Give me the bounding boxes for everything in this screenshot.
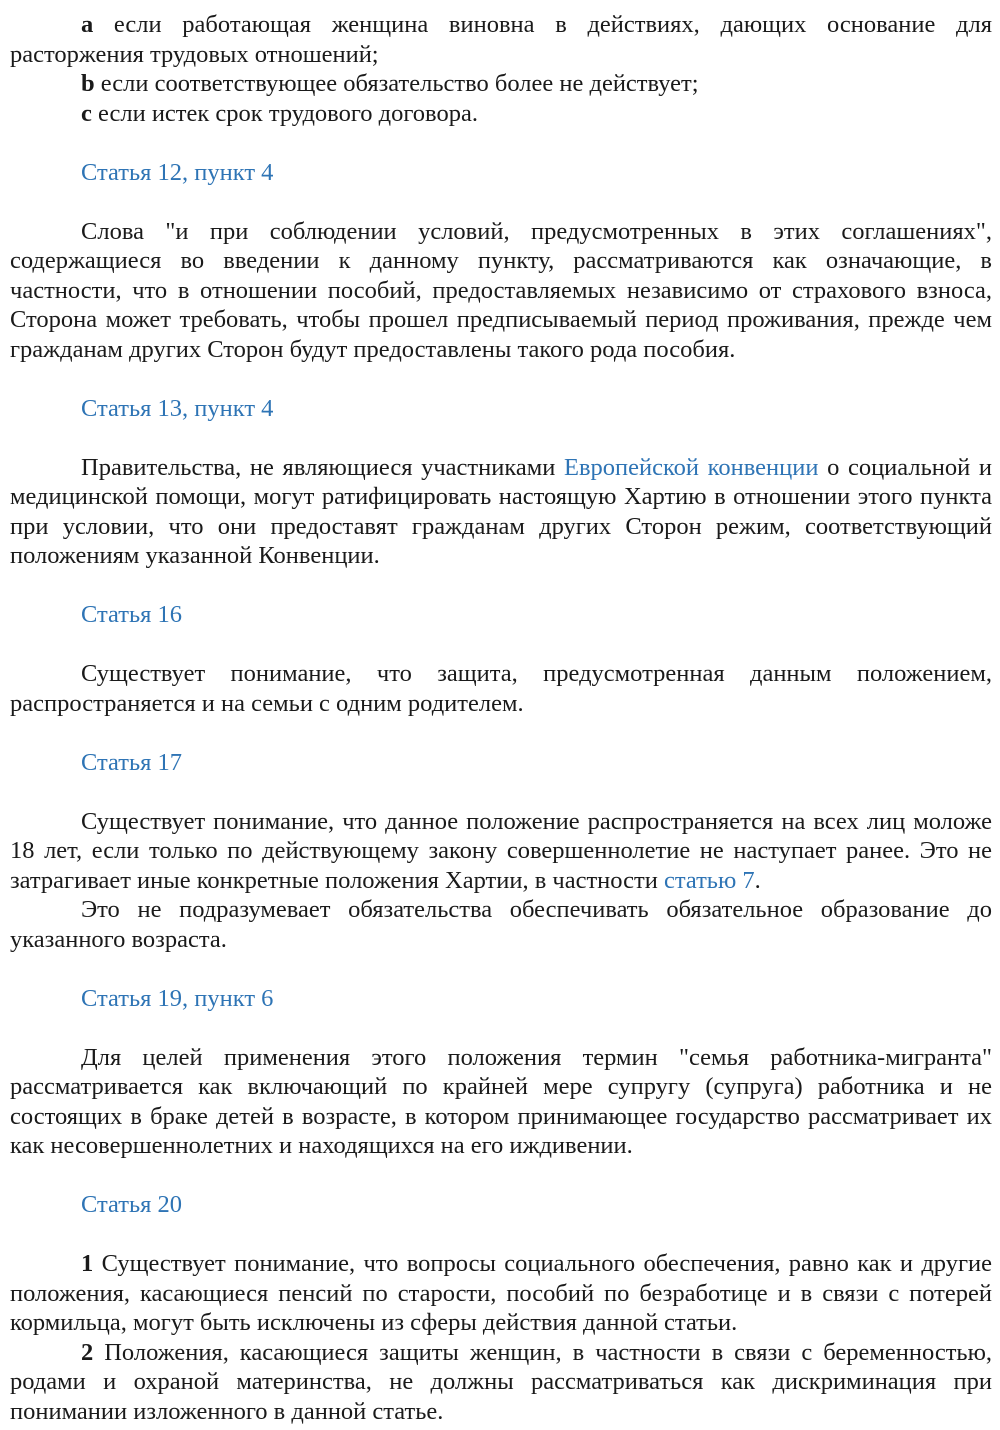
article-17-text-after: . xyxy=(754,866,761,894)
item-c-text: если истек срок трудового договора. xyxy=(91,99,478,127)
article-16-paragraph: Существует понимание, что защита, предусмотренная данным положением, распространяется и на семьи с одним родителем. xyxy=(10,660,992,717)
heading-article-20: Статья 20 xyxy=(81,1191,183,1218)
item-a-letter: a xyxy=(81,11,94,38)
article-13-text-after: о социальной и медицинской помощи, могут ратифицировать настоящую Хартию в отношении этого пункта при условии, что они предоставят гражданам других Сторон режим, соответствующий положениям указанной Конвенции. xyxy=(10,453,992,569)
article-13-paragraph xyxy=(10,453,992,571)
article-20-item-2 xyxy=(10,1338,992,1427)
item-c-paragraph xyxy=(10,99,992,129)
heading-article-16: Статья 16 xyxy=(81,601,183,628)
heading-article-13: Статья 13, пункт 4 xyxy=(81,394,274,422)
article-17-paragraph-2: Это не подразумевает обязательства обеспечивать обязательное образование до указанного возраста. xyxy=(10,896,992,953)
item-b-text: если соответствующее обязательство более не действует; xyxy=(94,70,699,97)
heading-article-17: Статья 17 xyxy=(81,748,183,776)
article-13-text-before: Правительства, не являющиеся участниками xyxy=(81,453,565,481)
article-20-item-2-number: 2 xyxy=(81,1338,94,1366)
item-a-text: если работающая женщина виновна в действиях, дающих основание для расторжения трудовых отношений; xyxy=(10,11,992,68)
item-a-paragraph xyxy=(10,10,992,69)
european-convention-link[interactable]: Европейской конвенции xyxy=(564,453,819,481)
article-20-item-1-number: 1 xyxy=(81,1250,94,1277)
article-20-item-2-text: Положения, касающиеся защиты женщин, в частности в связи с беременностью, родами и охраной материнства, не должны рассматриваться как дискриминация при понимании изложенного в данной статье. xyxy=(10,1338,992,1425)
article-17-text-before: Существует понимание, что данное положение распространяется на всех лиц моложе 18 лет, если только по действующему закону совершеннолетие не наступает ранее. Это не затрагивает иные конкретные положения Хартии, в частности xyxy=(10,807,992,894)
heading-article-12: Статья 12, пункт 4 xyxy=(81,158,274,186)
article-20-item-1-text: Существует понимание, что вопросы социального обеспечения, равно как и другие положения, касающиеся пенсий по старости, пособий по безработице и в связи с потерей кормильца, могут быть исключены из сферы действия данной статьи. xyxy=(10,1250,992,1336)
item-b-letter: b xyxy=(81,70,95,97)
article-12-paragraph: Слова "и при соблюдении условий, предусмотренных в этих соглашениях", содержащиеся во введении к данному пункту, рассматриваются как означающие, в частности, что в отношении пособий, предоставляемых независимо от страхового взноса, Сторона может требовать, чтобы прошел предписываемый период проживания, прежде чем гражданам других Сторон будут предоставлены такого рода пособия. xyxy=(10,217,992,363)
article-19-paragraph: Для целей применения этого положения термин "семья работника-мигранта" рассматривается как включающий по крайней мере супругу (супруга) работника и не состоящих в браке детей в возрасте, в котором принимающее государство рассматривает их как несовершеннолетних и находящихся на его иждивении. xyxy=(10,1043,992,1159)
item-b-paragraph xyxy=(10,69,992,99)
heading-article-19: Статья 19, пункт 6 xyxy=(81,984,274,1012)
article-7-link[interactable]: статью 7 xyxy=(663,866,755,894)
item-c-letter: c xyxy=(81,99,92,127)
article-20-item-1 xyxy=(10,1249,992,1338)
document-page xyxy=(10,10,992,1426)
article-17-paragraph xyxy=(10,807,992,896)
